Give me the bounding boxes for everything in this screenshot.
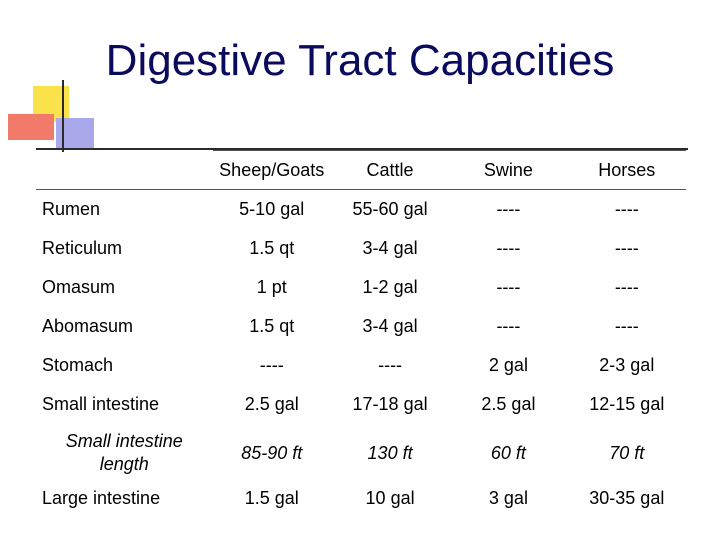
row-label-line: length <box>99 454 149 474</box>
row-label-line: Small intestine <box>65 431 183 451</box>
table-row <box>36 482 686 515</box>
table-cell: 3 gal <box>488 488 528 508</box>
table-row <box>36 346 686 385</box>
table-row <box>36 190 686 230</box>
table-row <box>36 424 686 482</box>
table-cell: 2 gal <box>488 355 528 375</box>
slide-title: Digestive Tract Capacities <box>105 36 615 85</box>
table-row <box>36 385 686 424</box>
table-cell: ---- <box>496 277 521 297</box>
table-cell: 85-90 ft <box>241 442 303 463</box>
row-label: Abomasum <box>42 316 134 336</box>
header-cell-cattle: Cattle <box>331 151 449 190</box>
table-cell: 130 ft <box>367 442 413 463</box>
table-cell: ---- <box>614 199 639 219</box>
table-cell: ---- <box>259 355 284 375</box>
table-cell: ---- <box>614 277 639 297</box>
table-row <box>36 229 686 268</box>
table-cell: 10 gal <box>365 488 415 508</box>
table-cell: 17-18 gal <box>352 394 428 414</box>
table-cell: 1 pt <box>256 277 287 297</box>
table-cell: 3-4 gal <box>362 316 418 336</box>
table-cell: ---- <box>496 316 521 336</box>
table-cell: 1.5 qt <box>249 238 295 258</box>
row-label: Rumen <box>42 199 101 219</box>
table-cell: ---- <box>496 199 521 219</box>
capacity-table-container <box>36 150 686 515</box>
table-cell: 5-10 gal <box>239 199 305 219</box>
row-label: Small intestine <box>42 394 160 414</box>
header-cell-corner <box>36 151 213 190</box>
table-cell: 1-2 gal <box>362 277 418 297</box>
table-cell: 1.5 gal <box>244 488 299 508</box>
capacity-table <box>36 150 686 515</box>
table-cell: 12-15 gal <box>589 394 665 414</box>
row-label: Reticulum <box>42 238 123 258</box>
row-label: Large intestine <box>42 488 161 508</box>
table-cell: ---- <box>496 238 521 258</box>
header-cell-sheep-goats: Sheep/Goats <box>213 151 331 190</box>
table-cell: 1.5 qt <box>249 316 295 336</box>
table-row <box>36 268 686 307</box>
header-cell-swine: Swine <box>449 151 567 190</box>
table-cell: ---- <box>378 355 403 375</box>
table-cell: 55-60 gal <box>352 199 428 219</box>
row-label: Omasum <box>42 277 116 297</box>
row-label: Stomach <box>42 355 114 375</box>
table-cell: 30-35 gal <box>589 488 665 508</box>
table-cell: 2.5 gal <box>244 394 299 414</box>
table-header-row <box>36 151 686 190</box>
decorative-red-square <box>8 114 54 140</box>
table-cell: 2.5 gal <box>481 394 536 414</box>
table-cell: 70 ft <box>609 442 645 463</box>
row-label <box>36 424 213 482</box>
table-cell: ---- <box>614 316 639 336</box>
header-cell-horses: Horses <box>568 151 686 190</box>
table-cell: 2-3 gal <box>599 355 655 375</box>
table-cell: 60 ft <box>490 442 526 463</box>
table-cell: 3-4 gal <box>362 238 418 258</box>
table-cell: ---- <box>614 238 639 258</box>
table-row <box>36 307 686 346</box>
decorative-vertical-line <box>62 80 64 152</box>
